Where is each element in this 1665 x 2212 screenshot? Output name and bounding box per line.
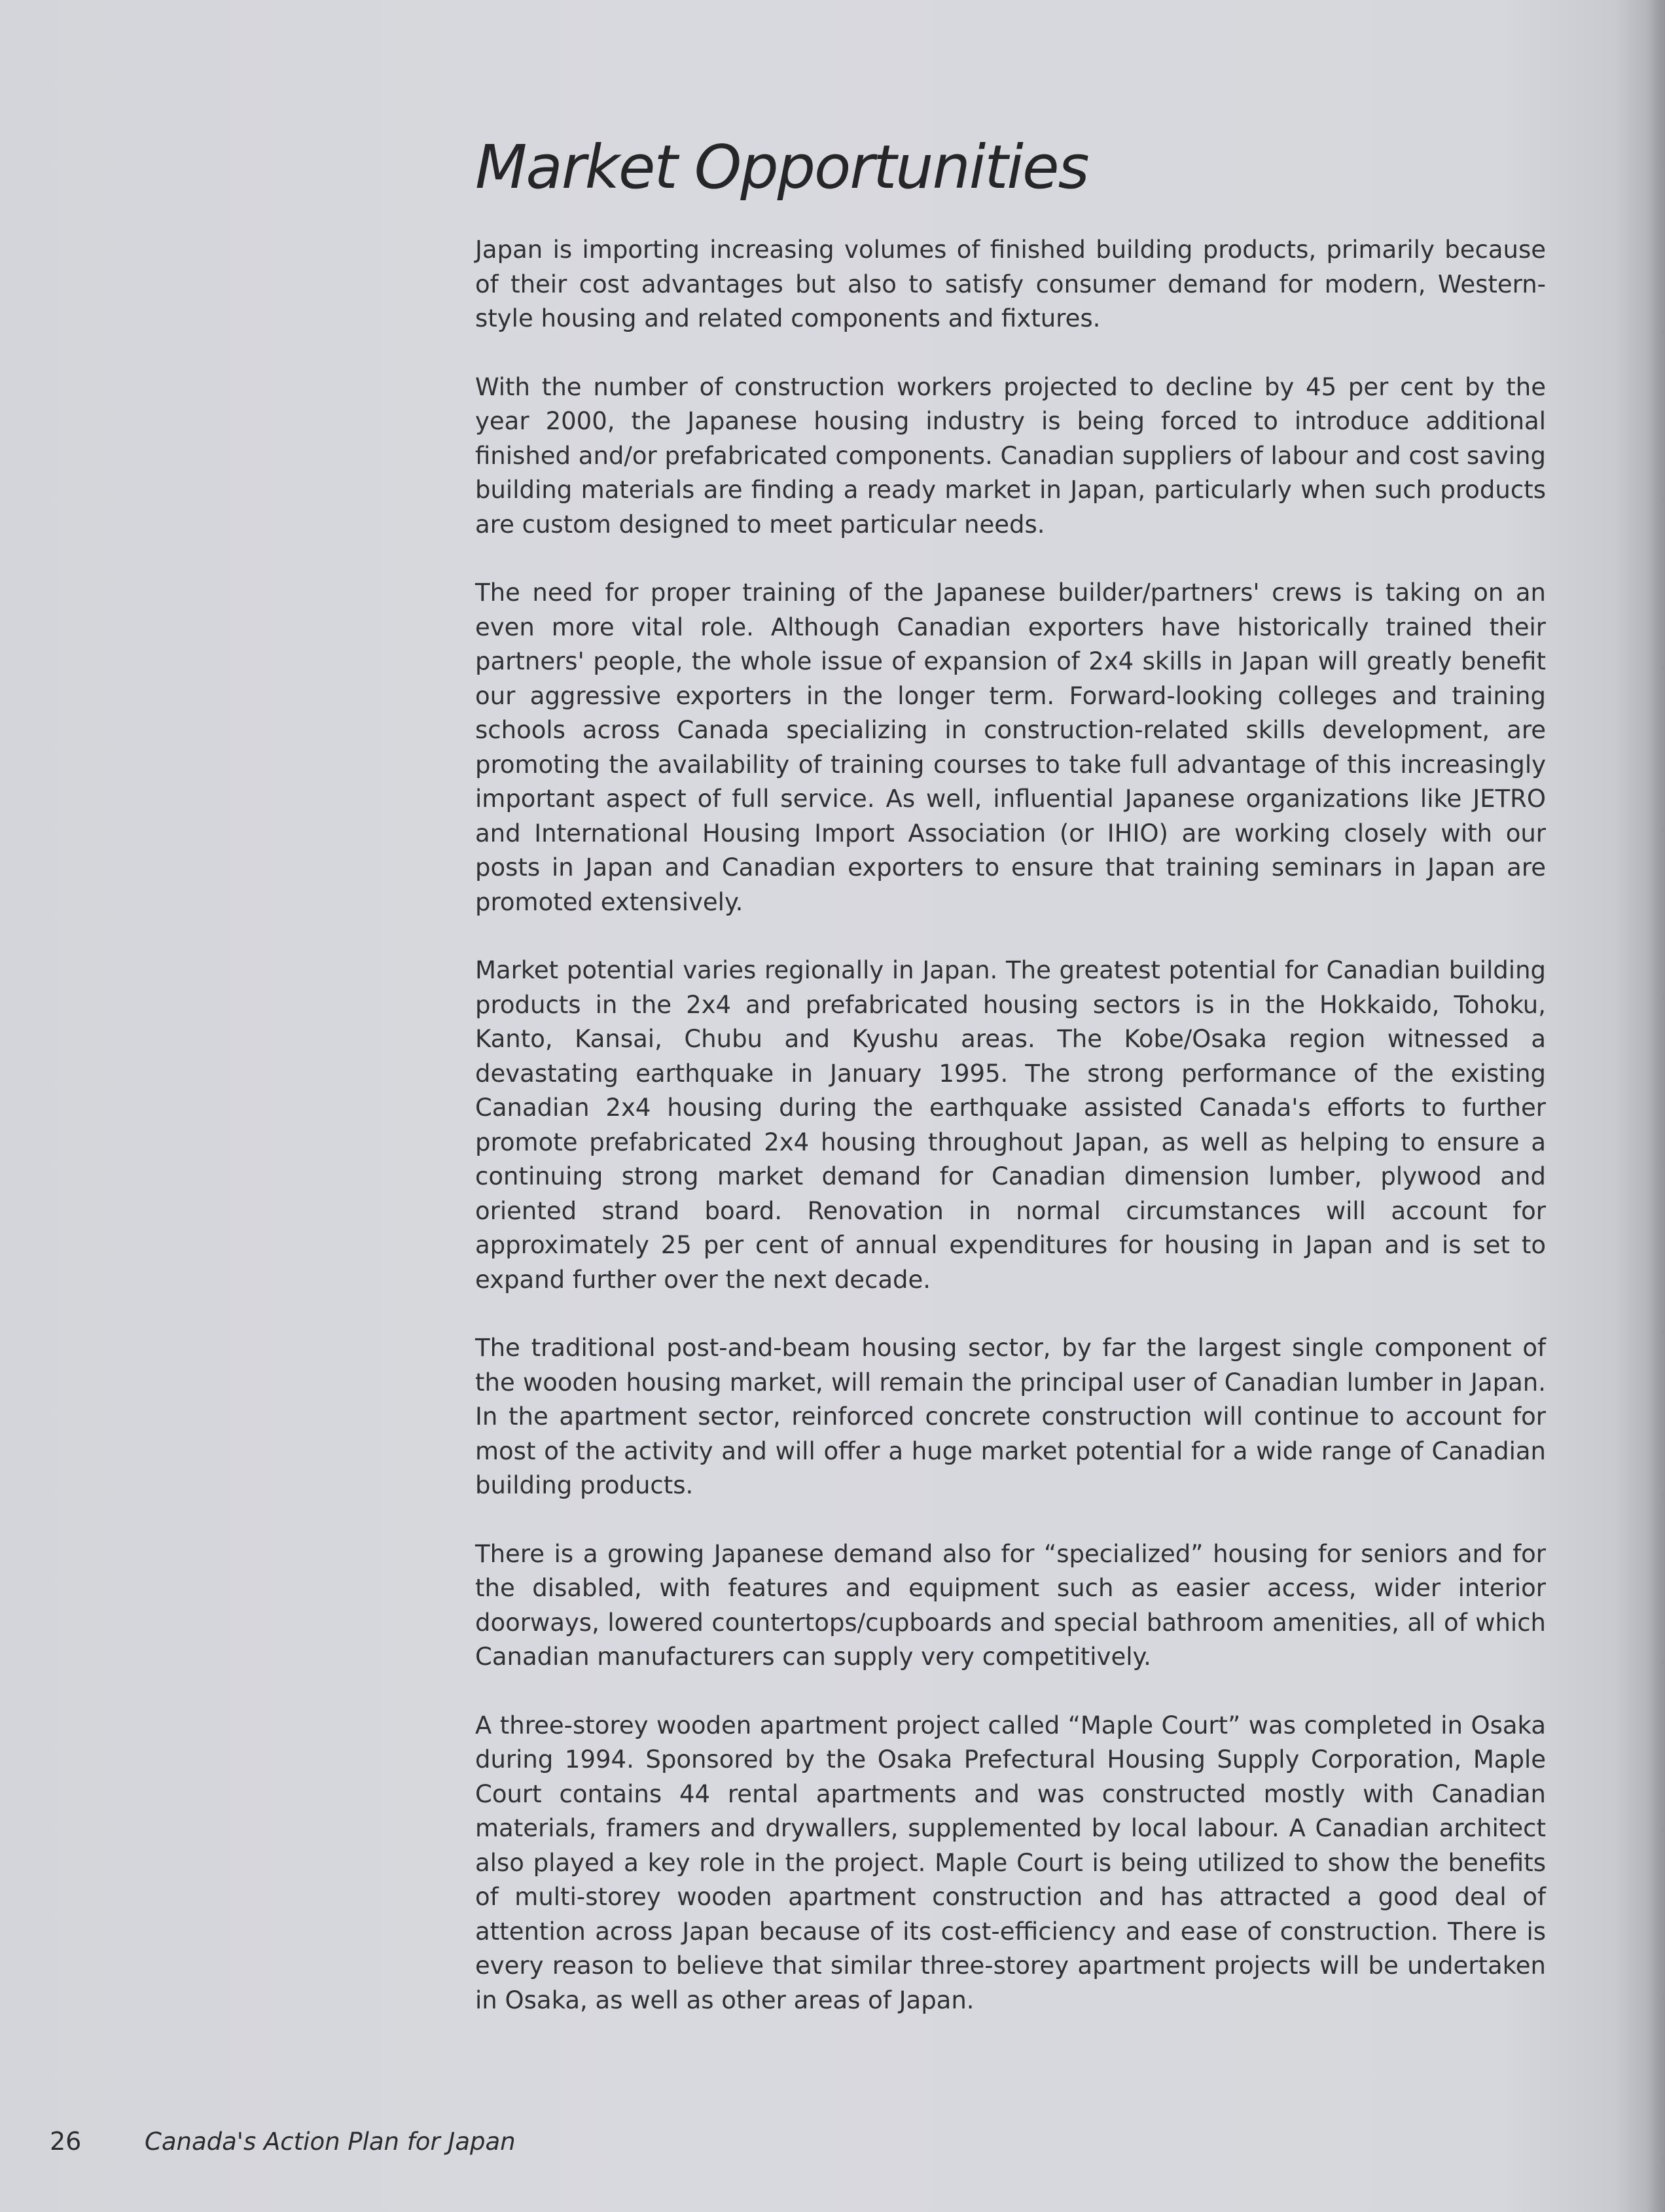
running-title: Canada's Action Plan for Japan [145,2128,516,2156]
paragraph: Market potential varies regionally in Japan. The greatest potential for Canadian building products in the 2x4 and prefabricated housing sectors is in the Hokkaido, Tohoku, Kanto, Kansai, Chubu and Kyushu areas. The Kobe/Osaka region witnessed a devastating earthquake in January 1995. The strong performance of the existing Canadian 2x4 housing during the earthquake assisted Canada's efforts to further promote prefabricated 2x4 housing throughout Japan, as well as helping to ensure a continuing strong market demand for Canadian dimension lumber, plywood and oriented strand board. Renovation in normal circumstances will account for approximately 25 per cent of annual expenditures for housing in Japan and is set to expand further over the next decade. [475,956,1546,1294]
paragraph: There is a growing Japanese demand also for “specialized” housing for seniors and for the disabled, with features and equipment such as easier access, wider interior doorways, lowered countertops/cupboards and special bathroom amenities, all of which Canadian manufacturers can supply very competitively. [475,1539,1546,1671]
page-edge-shadow [1647,0,1665,2212]
paragraph: The need for proper training of the Japanese builder/partners' crews is taking on an even more vital role. Although Canadian exporters have historically trained their partners' people, the whole issue of expansion of 2x4 skills in Japan will greatly benefit our aggressive exporters in the longer term. Forward-looking colleges and training schools across Canada specializing in construction-related skills development, are promoting the availability of training courses to take full advantage of this increasingly important aspect of full service. As well, influential Japanese organizations like JETRO and International Housing Import Association (or IHIO) are working closely with our posts in Japan and Canadian exporters to ensure that training seminars in Japan are promoted extensively. [475,579,1546,916]
article-body [475,233,1546,2052]
page-number: 26 [50,2127,82,2156]
page-title: Market Opportunities [475,132,1088,202]
paragraph: The traditional post-and-beam housing sector, by far the largest single component of the wooden housing market, will remain the principal user of Canadian lumber in Japan. In the apartment sector, reinforced concrete construction will continue to account for most of the activity and will offer a huge market potential for a wide range of Canadian building products. [475,1334,1546,1499]
paragraph: Japan is importing increasing volumes of finished building products, primarily because of their cost advantages but also to satisfy consumer demand for modern, Western-style housing and related components and fixtures. [475,236,1546,332]
paragraph: A three-storey wooden apartment project called “Maple Court” was completed in Osaka during 1994. Sponsored by the Osaka Prefectural Housing Supply Corporation, Maple Court contains 44 rental apartments and was constructed mostly with Canadian materials, framers and drywallers, supplemented by local labour. A Canadian architect also played a key role in the project. Maple Court is being utilized to show the benefits of multi-storey wooden apartment construction and has attracted a good deal of attention across Japan because of its cost-efficiency and ease of construction. There is every reason to believe that similar three-storey apartment projects will be undertaken in Osaka, as well as other areas of Japan. [475,1711,1546,2014]
page-footer [50,2127,516,2166]
paragraph: With the number of construction workers projected to decline by 45 per cent by the year 2000, the Japanese housing industry is being forced to introduce additional finished and/or prefabricated components. Canadian suppliers of labour and cost saving building materials are finding a ready market in Japan, particularly when such products are custom designed to meet particular needs. [475,372,1546,539]
